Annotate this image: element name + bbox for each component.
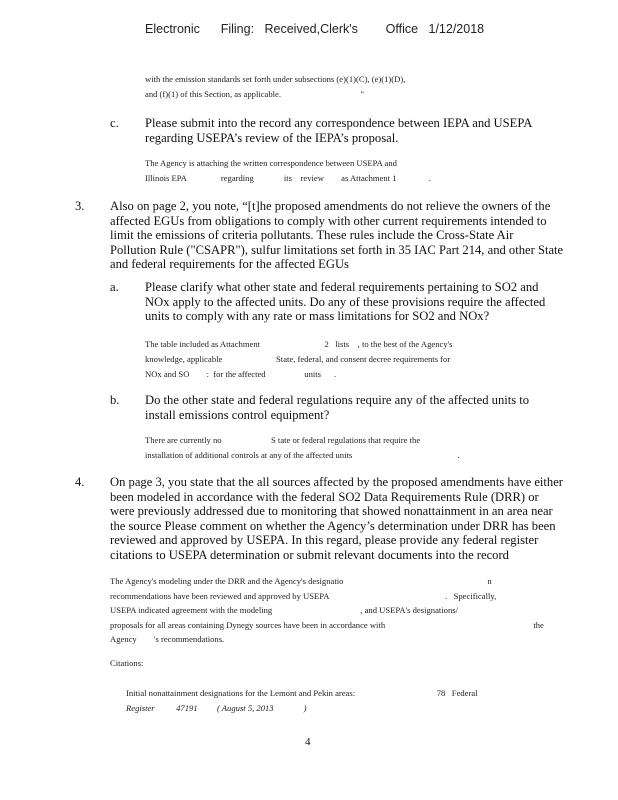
q3-line: Pollution Rule ("CSAPR"), sulfur limitations set forth in 35 IAC Part 214, and other State <box>110 242 564 257</box>
response-line: knowledge, applicable State, federal, and consent decree requirements for <box>145 354 451 364</box>
question-3-number: 3. <box>75 199 85 213</box>
filing-header: Electronic Filing: Received,Clerk's Office 1/12/2018 <box>145 22 485 36</box>
question-4-number: 4. <box>75 475 85 489</box>
page-number: 4 <box>305 736 311 748</box>
q4-line: the source Please comment on whether the Agency’s determination under DRR has been <box>110 518 556 533</box>
intro-quote-line: with the emission standards set forth under subsections (e)(1)(C), (e)(1)(D), <box>145 74 406 84</box>
item-3a-response <box>145 337 453 382</box>
response-line: recommendations have been reviewed and approved by USEPA . Specifically, <box>110 590 497 601</box>
question-4-response <box>110 574 544 647</box>
item-3b-label: b. <box>110 393 120 407</box>
item-c-line: regarding USEPA’s review of the IEPA’s proposal. <box>145 130 399 145</box>
item-c-label: c. <box>110 116 119 130</box>
q3b-line: install emissions control equipment? <box>145 407 330 422</box>
q4-line: citations to USEPA determination or submit relevant documents into the record <box>110 547 509 562</box>
item-3b-question <box>145 393 595 422</box>
response-line: The table included as Attachment 2 lists , to the best of the Agency's <box>145 339 453 349</box>
response-line: USEPA indicated agreement with the modeling , and USEPA's designations/ <box>110 605 458 616</box>
q4-line: On page 3, you state that the all sources affected by the proposed amendments have either <box>110 475 563 489</box>
q3a-line: NOx apply to the affected units. Do any of these provisions require the affected <box>145 294 546 309</box>
intro-quote <box>145 72 405 102</box>
response-line: Illinois EPA regarding its review as Attachment 1 . <box>145 173 431 183</box>
q3b-line: Do the other state and federal regulations require any of the affected units to <box>145 393 530 407</box>
item-3a-label: a. <box>110 280 119 294</box>
intro-quote-line: and (f)(1) of this Section, as applicable. " <box>145 89 365 99</box>
item-c-line: Please submit into the record any correspondence between IEPA and USEPA <box>145 116 533 130</box>
response-line: NOx and SO : for the affected units . <box>145 369 337 379</box>
response-line: The Agency's modeling under the DRR and the Agency's designatio n <box>110 576 492 586</box>
citation-line: Register 47191 ( August 5, 2013 ) <box>126 703 307 713</box>
q3a-line: units to comply with any rate or mass limitations for SO2 and NOx? <box>145 309 490 324</box>
question-4-text <box>110 475 600 563</box>
citations-label: Citations: <box>110 658 144 668</box>
item-3b-response <box>145 433 460 463</box>
response-line: There are currently no S tate or federal regulations that require the <box>145 435 421 445</box>
q3a-line: Please clarify what other state and federal requirements pertaining to SO2 and <box>145 280 539 294</box>
response-line: installation of additional controls at any of the affected units . <box>145 450 460 460</box>
item-c-question <box>145 116 585 145</box>
response-line: The Agency is attaching the written correspondence between USEPA and <box>145 158 397 168</box>
q4-line: were previously addressed due to monitoring that showed nonattainment in an area near <box>110 504 553 519</box>
q4-line: reviewed and approved by USEPA. In this regard, please provide any federal register <box>110 533 539 548</box>
q3-line: affected EGUs from obligations to comply with other current requirements intended to <box>110 213 547 228</box>
item-c-response <box>145 156 431 186</box>
q3-line: and federal requirements for the affected EGUs <box>110 257 349 272</box>
q4-line: been modeled in accordance with the federal SO2 Data Requirements Rule (DRR) or <box>110 489 539 504</box>
q3-line: limit the emissions of criteria pollutants. These rules include the Cross-State Air <box>110 228 514 243</box>
citation-line: Initial nonattainment designations for the Lemont and Pekin areas: 78 Federal <box>126 688 478 698</box>
response-line: proposals for all areas containing Dynegy sources have been in accordance with the <box>110 619 544 630</box>
q3-line: Also on page 2, you note, “[t]he proposed amendments do not relieve the owners of the <box>110 199 551 213</box>
citation-item <box>126 686 478 716</box>
item-3a-question <box>145 280 595 324</box>
question-3-text <box>110 199 600 272</box>
response-line: Agency 's recommendations. <box>110 634 225 645</box>
